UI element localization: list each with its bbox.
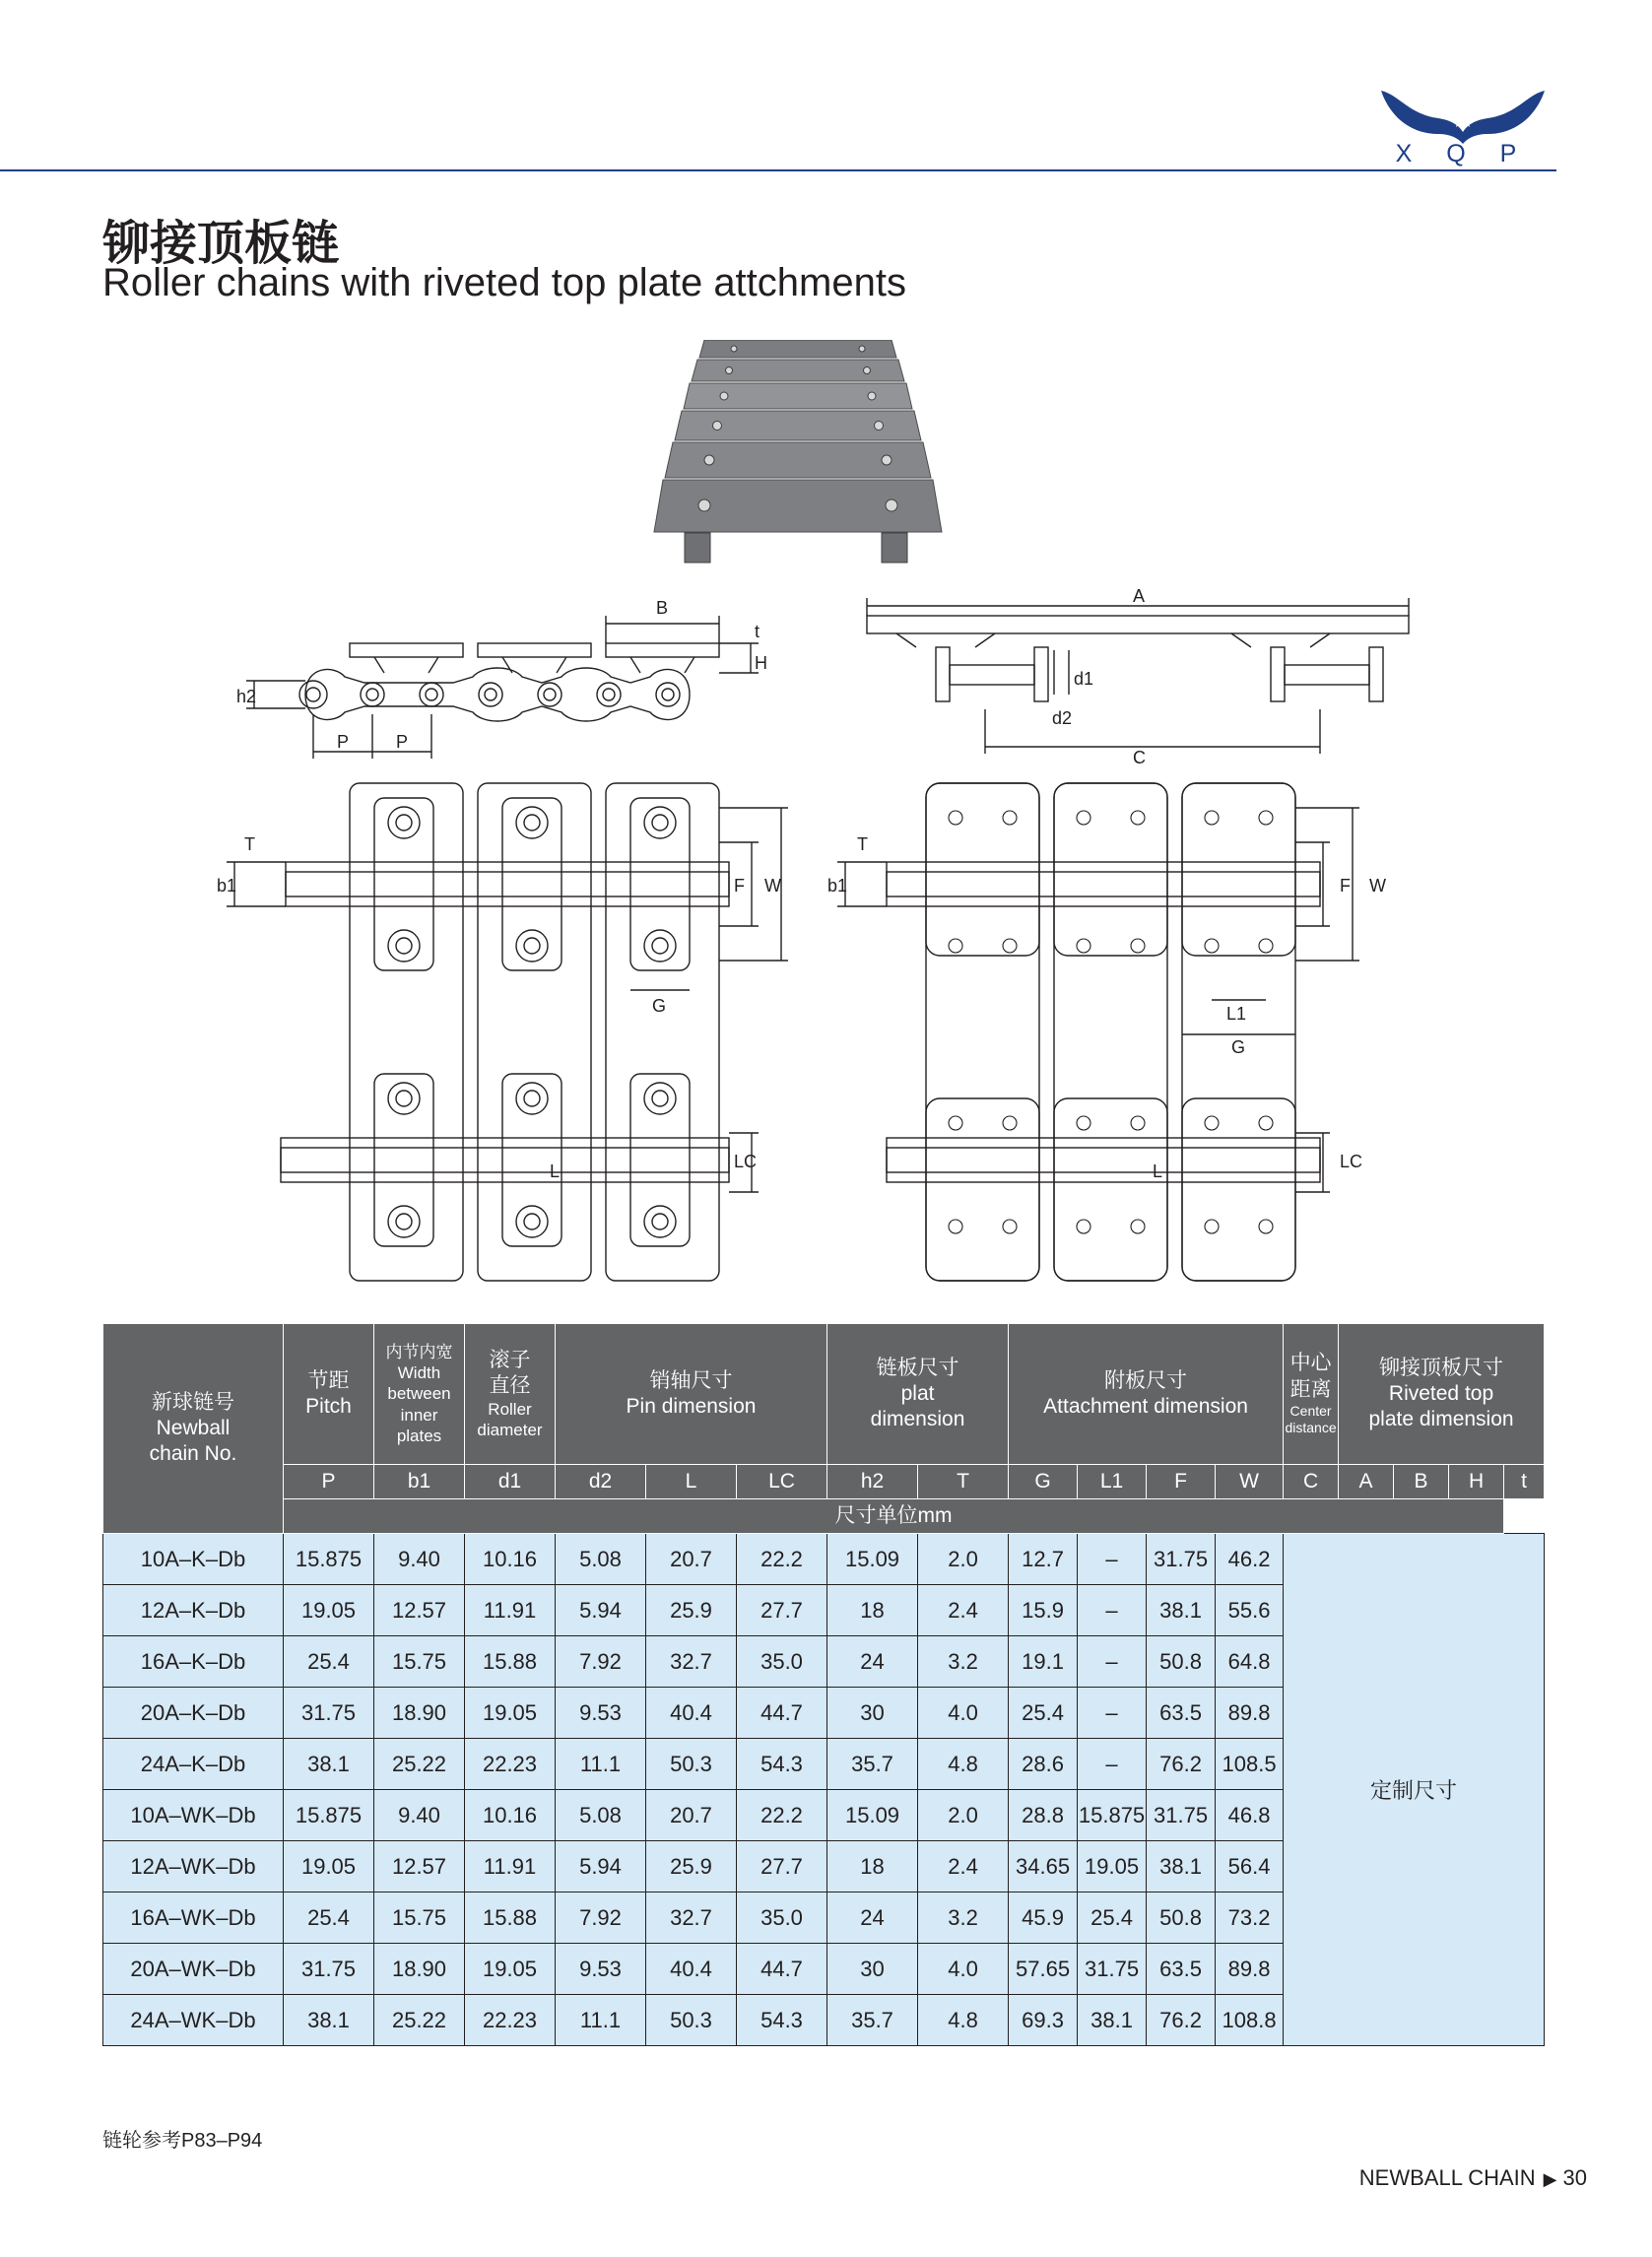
table-cell: 38.1	[284, 1739, 374, 1790]
chain-no-cell: 16A–K–Db	[103, 1636, 284, 1688]
table-cell: –	[1078, 1636, 1147, 1688]
table-cell: 64.8	[1216, 1636, 1284, 1688]
wings-star-icon	[1379, 85, 1547, 146]
table-cell: 40.4	[646, 1944, 737, 1995]
unit-label: 尺寸单位mm	[284, 1499, 1504, 1534]
table-cell: 55.6	[1216, 1585, 1284, 1636]
table-cell: 54.3	[737, 1995, 827, 2046]
table-cell: 3.2	[918, 1892, 1009, 1944]
table-cell: 2.0	[918, 1790, 1009, 1841]
table-cell: 35.0	[737, 1636, 827, 1688]
table-cell: 46.8	[1216, 1790, 1284, 1841]
table-cell: 12.57	[374, 1585, 465, 1636]
table-cell: 7.92	[556, 1892, 646, 1944]
header-width: 内节内宽 Width between inner plates	[374, 1324, 465, 1465]
triangle-right-icon: ▶	[1543, 2169, 1557, 2189]
table-cell: 19.1	[1009, 1636, 1078, 1688]
table-cell: 15.88	[465, 1636, 556, 1688]
table-row	[103, 1534, 1545, 1585]
table-cell: 50.3	[646, 1995, 737, 2046]
table-cell: 73.2	[1216, 1892, 1284, 1944]
table-cell: 11.1	[556, 1995, 646, 2046]
table-cell: 34.65	[1009, 1841, 1078, 1892]
label-W-right: W	[1369, 876, 1386, 896]
table-cell: 28.6	[1009, 1739, 1078, 1790]
header-pin: 销轴尺寸 Pin dimension	[556, 1324, 827, 1465]
table-cell: 9.53	[556, 1688, 646, 1739]
table-cell: 44.7	[737, 1688, 827, 1739]
table-cell: 25.9	[646, 1585, 737, 1636]
table-cell: 25.4	[1009, 1688, 1078, 1739]
label-b1-right: b1	[827, 876, 848, 896]
label-d1: d1	[1074, 669, 1094, 689]
table-cell: 45.9	[1009, 1892, 1078, 1944]
sprocket-reference-note: 链轮参考P83–P94	[102, 2130, 263, 2152]
table-cell: 15.09	[827, 1790, 918, 1841]
table-cell: 2.4	[918, 1585, 1009, 1636]
chain-no-cell: 20A–WK–Db	[103, 1944, 284, 1995]
header-chain-no: 新球链号 Newball chain No.	[103, 1324, 284, 1534]
label-P-1: P	[337, 732, 350, 752]
table-cell: 15.875	[284, 1790, 374, 1841]
table-cell: 50.8	[1147, 1892, 1216, 1944]
table-cell: 22.23	[465, 1739, 556, 1790]
symbol-A: A	[1339, 1465, 1394, 1499]
chain-no-cell: 12A–WK–Db	[103, 1841, 284, 1892]
label-LC-left: LC	[734, 1152, 758, 1171]
table-cell: 18	[827, 1585, 918, 1636]
table-cell: 31.75	[1078, 1944, 1147, 1995]
label-d2: d2	[1052, 708, 1073, 728]
chain-no-cell: 10A–WK–Db	[103, 1790, 284, 1841]
table-cell: 25.4	[284, 1892, 374, 1944]
table-cell: 108.5	[1216, 1739, 1284, 1790]
table-cell: 38.1	[1147, 1841, 1216, 1892]
table-cell: 50.3	[646, 1739, 737, 1790]
header-riveted: 铆接顶板尺寸 Riveted top plate dimension	[1339, 1324, 1545, 1465]
label-G-right: G	[1231, 1037, 1246, 1057]
symbol-L: L	[646, 1465, 737, 1499]
table-cell: 4.8	[918, 1995, 1009, 2046]
table-cell: 15.75	[374, 1636, 465, 1688]
page-title-cn: 铆接顶板链	[102, 218, 340, 270]
table-cell: 18.90	[374, 1944, 465, 1995]
table-cell: 19.05	[284, 1841, 374, 1892]
label-T-right: T	[857, 834, 868, 854]
table-cell: 10.16	[465, 1534, 556, 1585]
chain-no-cell: 24A–K–Db	[103, 1739, 284, 1790]
table-cell: 19.05	[465, 1688, 556, 1739]
label-P-2: P	[396, 732, 409, 752]
table-cell: 4.8	[918, 1739, 1009, 1790]
label-T-left: T	[244, 834, 255, 854]
table-cell: 76.2	[1147, 1739, 1216, 1790]
custom-dimension-cell: 定制尺寸	[1284, 1534, 1545, 2046]
table-cell: 15.9	[1009, 1585, 1078, 1636]
table-cell: 31.75	[284, 1688, 374, 1739]
table-cell: 20.7	[646, 1790, 737, 1841]
table-cell: 56.4	[1216, 1841, 1284, 1892]
header-pitch: 节距 Pitch	[284, 1324, 374, 1465]
table-cell: 9.40	[374, 1790, 465, 1841]
table-cell: 15.75	[374, 1892, 465, 1944]
table-cell: 15.875	[1078, 1790, 1147, 1841]
table-cell: 19.05	[465, 1944, 556, 1995]
table-cell: 22.2	[737, 1534, 827, 1585]
table-cell: 18.90	[374, 1688, 465, 1739]
table-cell: 32.7	[646, 1892, 737, 1944]
table-cell: 38.1	[1147, 1585, 1216, 1636]
table-cell: 44.7	[737, 1944, 827, 1995]
chain-no-cell: 16A–WK–Db	[103, 1892, 284, 1944]
end-view-chain	[867, 598, 1409, 754]
symbol-P: P	[284, 1465, 374, 1499]
table-cell: –	[1078, 1688, 1147, 1739]
table-cell: 54.3	[737, 1739, 827, 1790]
header-center: 中心 距离 Center distance	[1284, 1324, 1339, 1465]
table-cell: 30	[827, 1944, 918, 1995]
label-F-right: F	[1340, 876, 1351, 896]
table-cell: 15.09	[827, 1534, 918, 1585]
table-cell: 89.8	[1216, 1944, 1284, 1995]
symbol-F: F	[1147, 1465, 1216, 1499]
label-LC-right: LC	[1340, 1152, 1363, 1171]
table-cell: 20.7	[646, 1534, 737, 1585]
table-cell: 2.0	[918, 1534, 1009, 1585]
table-cell: 38.1	[1078, 1995, 1147, 2046]
table-cell: –	[1078, 1585, 1147, 1636]
symbol-h2: h2	[827, 1465, 918, 1499]
symbol-H: H	[1449, 1465, 1504, 1499]
label-A: A	[1133, 586, 1146, 606]
table-cell: 9.40	[374, 1534, 465, 1585]
page-title-en: Roller chains with riveted top plate attchments	[102, 261, 906, 304]
footer-brand: NEWBALL CHAIN	[1358, 2165, 1536, 2190]
symbol-t: t	[1504, 1465, 1545, 1499]
symbol-d2: d2	[556, 1465, 646, 1499]
table-cell: 31.75	[1147, 1534, 1216, 1585]
chain-no-cell: 24A–WK–Db	[103, 1995, 284, 2046]
label-L-right: L	[1153, 1162, 1163, 1181]
table-cell: 18	[827, 1841, 918, 1892]
table-cell: –	[1078, 1534, 1147, 1585]
table-cell: 76.2	[1147, 1995, 1216, 2046]
label-L1: L1	[1226, 1004, 1247, 1024]
table-cell: 57.65	[1009, 1944, 1078, 1995]
table-cell: –	[1078, 1739, 1147, 1790]
table-cell: 25.22	[374, 1739, 465, 1790]
table-cell: 10.16	[465, 1790, 556, 1841]
side-view-chain	[246, 616, 759, 759]
table-cell: 24	[827, 1636, 918, 1688]
table-cell: 25.9	[646, 1841, 737, 1892]
table-cell: 11.91	[465, 1585, 556, 1636]
table-cell: 30	[827, 1688, 918, 1739]
table-cell: 31.75	[1147, 1790, 1216, 1841]
spec-table	[102, 1323, 1545, 2046]
page-footer	[1359, 2165, 1587, 2191]
table-cell: 9.53	[556, 1944, 646, 1995]
symbol-G: G	[1009, 1465, 1078, 1499]
table-cell: 89.8	[1216, 1688, 1284, 1739]
table-cell: 27.7	[737, 1841, 827, 1892]
label-F-left: F	[734, 876, 745, 896]
chain-no-cell: 12A–K–Db	[103, 1585, 284, 1636]
table-cell: 5.08	[556, 1790, 646, 1841]
table-cell: 3.2	[918, 1636, 1009, 1688]
table-cell: 108.8	[1216, 1995, 1284, 2046]
symbol-B: B	[1394, 1465, 1449, 1499]
top-plate-stack	[654, 340, 942, 563]
table-cell: 24	[827, 1892, 918, 1944]
table-cell: 32.7	[646, 1636, 737, 1688]
table-cell: 35.7	[827, 1995, 918, 2046]
table-cell: 19.05	[1078, 1841, 1147, 1892]
label-b1-left: b1	[217, 876, 237, 896]
table-cell: 63.5	[1147, 1688, 1216, 1739]
table-cell: 11.1	[556, 1739, 646, 1790]
symbol-T: T	[918, 1465, 1009, 1499]
table-cell: 12.7	[1009, 1534, 1078, 1585]
table-cell: 5.94	[556, 1841, 646, 1892]
label-W-left: W	[764, 876, 781, 896]
table-cell: 25.4	[1078, 1892, 1147, 1944]
table-cell: 22.2	[737, 1790, 827, 1841]
label-H: H	[755, 653, 767, 673]
top-view-chain-right	[837, 783, 1359, 1281]
table-cell: 2.4	[918, 1841, 1009, 1892]
header-attachment: 附板尺寸 Attachment dimension	[1009, 1324, 1284, 1465]
header-rule	[0, 169, 1556, 171]
table-cell: 50.8	[1147, 1636, 1216, 1688]
label-L-left: L	[550, 1162, 561, 1181]
symbol-b1: b1	[374, 1465, 465, 1499]
table-cell: 5.94	[556, 1585, 646, 1636]
symbol-L1: L1	[1078, 1465, 1147, 1499]
technical-drawing	[207, 586, 1448, 1295]
symbol-d1: d1	[465, 1465, 556, 1499]
table-cell: 40.4	[646, 1688, 737, 1739]
table-cell: 63.5	[1147, 1944, 1216, 1995]
top-view-chain-left	[227, 783, 788, 1281]
table-cell: 28.8	[1009, 1790, 1078, 1841]
label-C: C	[1133, 748, 1146, 767]
table-cell: 27.7	[737, 1585, 827, 1636]
table-cell: 15.88	[465, 1892, 556, 1944]
brand-logo	[1379, 85, 1547, 167]
spec-table-body	[103, 1534, 1545, 2046]
table-cell: 19.05	[284, 1585, 374, 1636]
label-B: B	[656, 598, 669, 618]
table-cell: 69.3	[1009, 1995, 1078, 2046]
header-plat: 链板尺寸 plat dimension	[827, 1324, 1009, 1465]
label-t: t	[755, 622, 760, 641]
table-cell: 12.57	[374, 1841, 465, 1892]
symbol-C: C	[1284, 1465, 1339, 1499]
table-cell: 25.4	[284, 1636, 374, 1688]
table-cell: 4.0	[918, 1944, 1009, 1995]
table-cell: 46.2	[1216, 1534, 1284, 1585]
table-cell: 4.0	[918, 1688, 1009, 1739]
table-cell: 31.75	[284, 1944, 374, 1995]
table-cell: 25.22	[374, 1995, 465, 2046]
page-number: 30	[1562, 2165, 1587, 2190]
chain-no-cell: 20A–K–Db	[103, 1688, 284, 1739]
table-cell: 5.08	[556, 1534, 646, 1585]
label-h2: h2	[236, 687, 257, 706]
logo-text: X Q P	[1395, 140, 1531, 167]
symbol-LC: LC	[737, 1465, 827, 1499]
symbol-W: W	[1216, 1465, 1284, 1499]
table-cell: 22.23	[465, 1995, 556, 2046]
table-cell: 7.92	[556, 1636, 646, 1688]
table-cell: 35.7	[827, 1739, 918, 1790]
chain-no-cell: 10A–K–Db	[103, 1534, 284, 1585]
table-cell: 11.91	[465, 1841, 556, 1892]
table-cell: 35.0	[737, 1892, 827, 1944]
table-cell: 38.1	[284, 1995, 374, 2046]
chain-product-photo	[630, 340, 956, 566]
label-G-left: G	[652, 996, 667, 1016]
table-cell: 15.875	[284, 1534, 374, 1585]
header-roller: 滚子 直径 Roller diameter	[465, 1324, 556, 1465]
